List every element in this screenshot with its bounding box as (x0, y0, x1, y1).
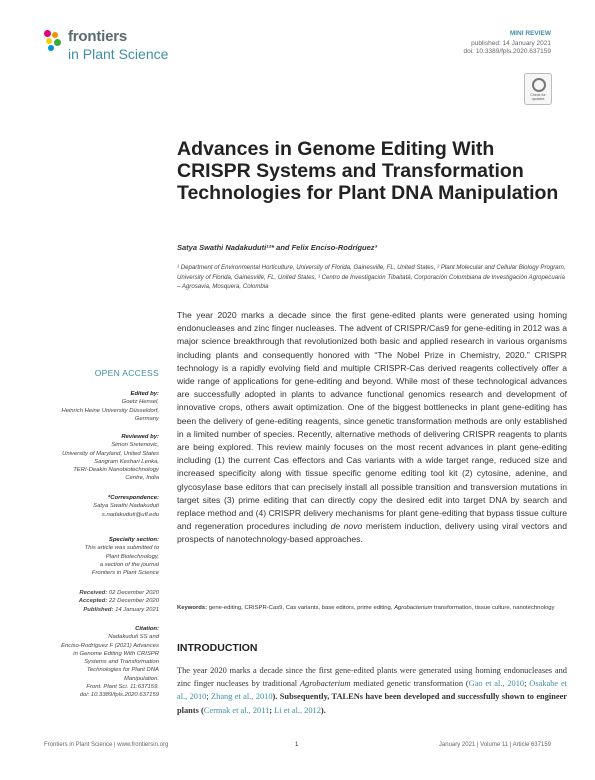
citation-block: Citation: Nadakuduti SS and Enciso-Rodríguez F (2021) Advances in Genome Editing With CRISPR Systems and Transformation Technologies for Plant DNA Manipulation. Front. Plant Sci. 11:637159. doi: 10.3389/fpls.2020.637159 (61, 626, 159, 699)
citation-link[interactable]: Cermak et al., 2011 (203, 705, 270, 715)
footer-issue-info: January 2021 | Volume 11 | Article 637159 (438, 742, 551, 748)
citation-link[interactable]: Gao et al., 2010 (468, 679, 525, 689)
citation-link[interactable]: Zhang et al., 2010 (211, 692, 273, 702)
author-list: Satya Swathi Nadakuduti¹²* and Felix Enciso-Rodríguez³ (177, 243, 378, 252)
correspondence-block: *Correspondence: Satya Swathi Nadakuduti s.nadakuduti@ufl.edu (44, 494, 159, 519)
edited-by-block: Edited by: Goetz Hensel, Heinrich Heine University Düsseldorf, Germany (61, 391, 159, 422)
article-type: MINI REVIEW (509, 30, 551, 37)
reviewed-by-block: Reviewed by: Simon Sretenovic, University of Maryland, United States Sangram Keshari Lenka, TERI-Deakin Nanobiotechnology Centre, India (62, 434, 159, 482)
page-number: 1 (295, 742, 299, 748)
footer-journal[interactable]: Frontiers in Plant Science | www.frontiersin.org (44, 742, 169, 748)
keywords: Keywords: gene-editing, CRISPR-Cas9, Cas variants, base editors, prime editing, Agrobacterium transformation, tissue culture, nanotechnology (177, 605, 555, 611)
open-access-label: OPEN ACCESS (94, 368, 159, 378)
doi-link[interactable]: doi: 10.3389/fpls.2020.637159 (463, 48, 551, 55)
frontiers-logo-icon (44, 30, 62, 52)
citation-link[interactable]: Li et al., 2012 (274, 705, 321, 715)
logo-journal: in Plant Science (68, 46, 169, 62)
section-heading-introduction: INTRODUCTION (177, 642, 258, 654)
update-check-icon (532, 78, 546, 92)
affiliations: ¹ Department of Environmental Horticulture, University of Florida, Gainesville, FL, United States, ² Plant Molecular and Cellular Biology Program, University of Florida, Gainesville, FL, United States, ³ Centro de Investigación Tibaitatá, Corporación Colombiana de Investigación Agropecuaria – Agrosavia, Mosquera, Colombia (177, 264, 566, 290)
article-title: Advances in Genome Editing With CRISPR Systems and Transformation Technologies for Plant DNA Manipulation (177, 138, 559, 204)
logo-brand: frontiers (68, 28, 128, 45)
correspondence-email[interactable]: s.nadakuduti@ufl.edu (101, 511, 159, 518)
citation-link[interactable]: Osakabe et al., 2010 (177, 679, 567, 702)
check-updates-label: Check for updates (530, 93, 546, 101)
dates-block: Received: 02 December 2020 Accepted: 22 December 2020 Published: 14 January 2021 (78, 590, 159, 613)
abstract: The year 2020 marks a decade since the first gene-edited plants were generated using homing endonucleases and zinc finger nucleases. The advent of CRISPR/Cas9 for gene-editing in 2012 was a major science breakthrough that revolutionized both basic and applied research in various organisms including plants and consequently honored with “The Nobel Prize in Chemistry, 2020.” CRISPR technology is a rapidly evolving field and multiple CRISPR-Cas derived reagents collectively offer a wide range of applications for gene-editing and beyond. While most of these technological advances are successfully adopted in plants to advance functional genomics research and development of innovative crops, others await optimization. One of the biggest bottlenecks in plant gene-editing has been the delivery of gene-editing reagents, since genetic transformation methods are only established in a limited number of species. Recently, alternative methods of delivering CRISPR reagents to plants are being explored. This review mainly focuses on the most recent advances in plant gene-editing including (1) the current Cas effectors and Cas variants with a wide target range, reduced size and increased specificity along with tissue specific genome editing tool kit (2) cytosine, adenine, and glycosylase base editors that can precisely install all possible transition and transversion mutations in target sites (3) prime editing that can directly copy the desired edit into target DNA by search and replace method and (4) CRISPR delivery mechanisms for plant gene-editing that bypass tissue culture and regeneration procedures including de novo meristem induction, delivery using viral vectors and prospects of nanotechnology-based approaches. (177, 310, 567, 545)
journal-logo (44, 28, 194, 68)
keywords-label: Keywords: (177, 605, 208, 611)
specialty-section-block: Specialty section: This article was submitted to Plant Biotechnology, a section of the journal Frontiers in Plant Science (84, 537, 159, 577)
published-date: published: 14 January 2021 (471, 40, 551, 47)
introduction-paragraph: The year 2020 marks a decade since the first gene-edited plants were generated using homing endonucleases and zinc finger nucleases by traditional Agrobacterium mediated genetic transformation (Gao et al., 2010; Osakabe et al., 2010; Zhang et al., 2010). Subsequently, TALENs have been developed and successfully shown to engineer plants (Cermak et al., 2011; Li et al., 2012). (177, 666, 568, 715)
check-for-updates-button[interactable] (524, 73, 552, 105)
